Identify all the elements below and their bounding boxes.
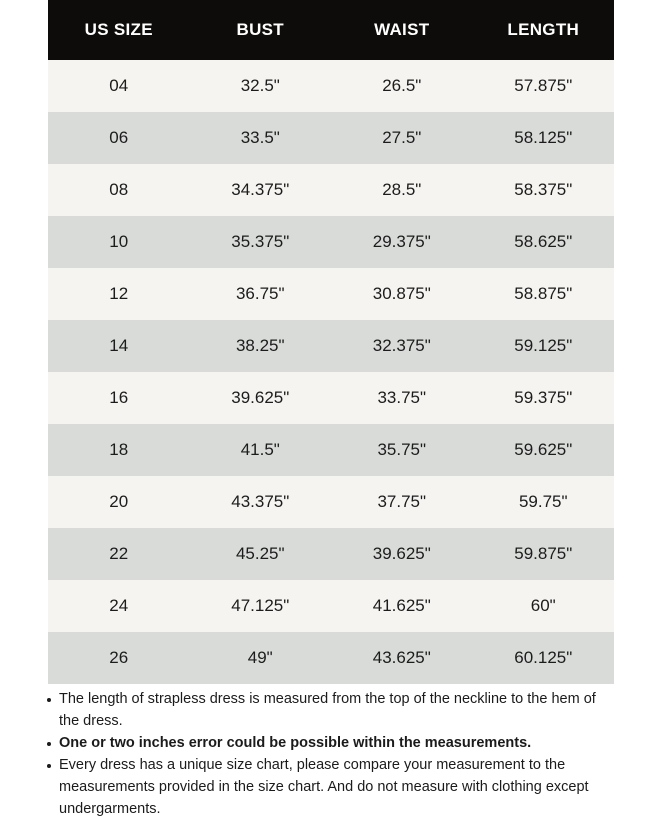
table-cell: 60" bbox=[530, 596, 556, 615]
table-cell: 34.375" bbox=[231, 180, 290, 199]
table-cell: 27.5" bbox=[382, 128, 422, 147]
table-row bbox=[48, 476, 614, 528]
table-cell: 59.625" bbox=[514, 440, 573, 459]
note-item: Every dress has a unique size chart, please compare your measurement to the measurements provided in the size chart. And do not measure with clothing except undergarments. bbox=[44, 754, 618, 816]
table-cell: 37.75" bbox=[377, 492, 427, 511]
table-cell: 47.125" bbox=[231, 596, 290, 615]
table-cell: 59.375" bbox=[514, 388, 573, 407]
table-cell: 59.875" bbox=[514, 544, 573, 563]
table-cell: 35.75" bbox=[377, 440, 427, 459]
column-header-us-size: US SIZE bbox=[84, 20, 153, 39]
table-row bbox=[48, 112, 614, 164]
table-cell: 41.625" bbox=[372, 596, 431, 615]
column-header-bust: BUST bbox=[236, 20, 284, 39]
table-cell: 58.875" bbox=[514, 284, 573, 303]
table-cell: 08 bbox=[109, 180, 129, 199]
table-cell: 16 bbox=[109, 388, 129, 407]
table-cell: 33.75" bbox=[377, 388, 427, 407]
note-item: The length of strapless dress is measured from the top of the neckline to the hem of the dress. bbox=[44, 688, 618, 732]
table-cell: 14 bbox=[109, 336, 129, 355]
table-cell: 60.125" bbox=[514, 648, 573, 667]
table-cell: 26 bbox=[109, 648, 129, 667]
table-cell: 43.375" bbox=[231, 492, 290, 511]
column-header-length: LENGTH bbox=[507, 20, 580, 39]
table-cell: 59.75" bbox=[518, 492, 568, 511]
table-cell: 43.625" bbox=[372, 648, 431, 667]
table-cell: 38.25" bbox=[235, 336, 285, 355]
table-row bbox=[48, 528, 614, 580]
table-cell: 06 bbox=[109, 128, 129, 147]
table-cell: 20 bbox=[109, 492, 129, 511]
table-cell: 12 bbox=[109, 284, 129, 303]
table-cell: 36.75" bbox=[235, 284, 285, 303]
table-row bbox=[48, 580, 614, 632]
table-cell: 29.375" bbox=[372, 232, 431, 251]
table-body bbox=[48, 60, 614, 684]
table-cell: 59.125" bbox=[514, 336, 573, 355]
table-cell: 58.625" bbox=[514, 232, 573, 251]
table-cell: 24 bbox=[109, 596, 129, 615]
table-cell: 58.375" bbox=[514, 180, 573, 199]
table-cell: 30.875" bbox=[372, 284, 431, 303]
table-cell: 28.5" bbox=[382, 180, 422, 199]
table-cell: 32.375" bbox=[372, 336, 431, 355]
table-row bbox=[48, 164, 614, 216]
column-header-waist: WAIST bbox=[374, 20, 430, 39]
table-cell: 10 bbox=[109, 232, 129, 251]
table-cell: 33.5" bbox=[240, 128, 280, 147]
table-cell: 04 bbox=[109, 76, 129, 95]
size-chart-table bbox=[48, 0, 614, 684]
table-row bbox=[48, 216, 614, 268]
table-cell: 58.125" bbox=[514, 128, 573, 147]
table-cell: 35.375" bbox=[231, 232, 290, 251]
table-row bbox=[48, 320, 614, 372]
table-row bbox=[48, 424, 614, 476]
table-cell: 18 bbox=[109, 440, 129, 459]
table-header-row bbox=[48, 0, 614, 60]
table-cell: 45.25" bbox=[235, 544, 285, 563]
table-cell: 39.625" bbox=[231, 388, 290, 407]
notes-list bbox=[44, 688, 618, 816]
table-cell: 57.875" bbox=[514, 76, 573, 95]
table-cell: 32.5" bbox=[240, 76, 280, 95]
table-cell: 22 bbox=[109, 544, 129, 563]
table-row bbox=[48, 632, 614, 684]
table-cell: 26.5" bbox=[382, 76, 422, 95]
table-row bbox=[48, 60, 614, 112]
table-row bbox=[48, 372, 614, 424]
table-cell: 49" bbox=[247, 648, 273, 667]
table-cell: 41.5" bbox=[240, 440, 280, 459]
table-row bbox=[48, 268, 614, 320]
table-cell: 39.625" bbox=[372, 544, 431, 563]
note-item: One or two inches error could be possible within the measurements. bbox=[44, 732, 618, 754]
